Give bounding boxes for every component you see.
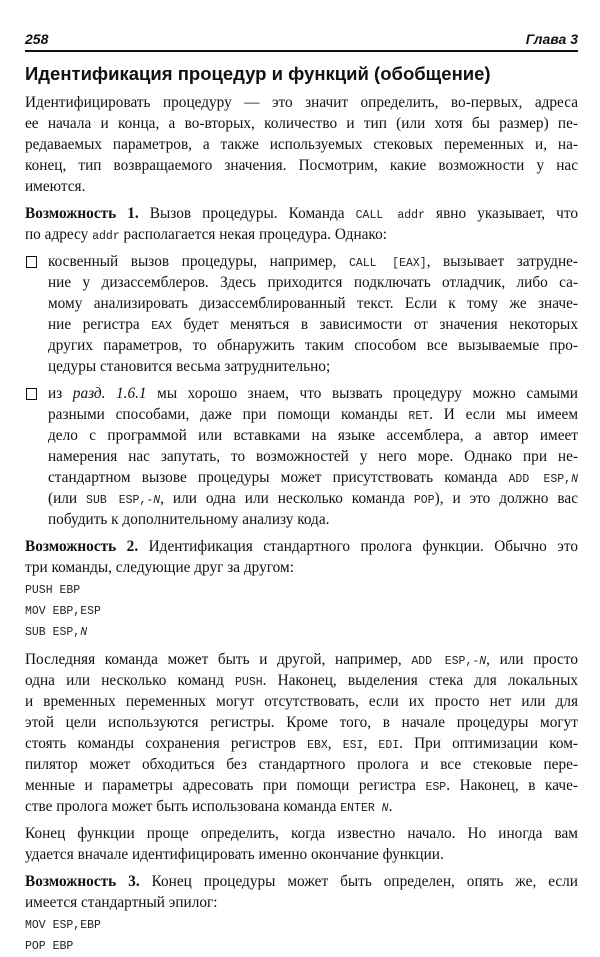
text-run: стве пролога может быть использована команда bbox=[25, 798, 341, 815]
text-line bbox=[25, 203, 578, 224]
text-line bbox=[48, 488, 578, 509]
text-run: одна или несколько команд bbox=[25, 672, 236, 689]
text-run: . Наконец, в каче- bbox=[446, 777, 578, 794]
text-run: ние у дизассемблеров. Здесь приходится подключать отладчик, либо са- bbox=[48, 274, 578, 291]
inline-code: EDI bbox=[378, 739, 400, 752]
text-run: ние регистра bbox=[48, 316, 152, 333]
text-line bbox=[25, 536, 578, 557]
section-title: Идентификация процедур и функций (обобщение) bbox=[25, 63, 491, 84]
text-line bbox=[25, 733, 578, 754]
text-run: . При оптимизации ком- bbox=[399, 735, 578, 752]
text-line bbox=[48, 293, 578, 314]
text-line bbox=[48, 383, 578, 404]
paragraph bbox=[25, 92, 578, 197]
text-run: этой цели используются регистры. Кроме того, в начале процедуры могут bbox=[25, 714, 578, 731]
text-run: . И если мы имеем bbox=[429, 406, 578, 423]
text-run: Идентификация стандартного пролога функции. Обычно это bbox=[138, 538, 578, 555]
text-run: , или просто bbox=[486, 651, 578, 668]
bold-run: Возможность 2. bbox=[25, 538, 139, 555]
inline-code: MOV ESP,EBP bbox=[25, 919, 101, 932]
text-line bbox=[48, 251, 578, 272]
text-line bbox=[25, 649, 578, 670]
text-run: Вызов процедуры. Команда bbox=[138, 205, 356, 222]
inline-code: EAX bbox=[151, 320, 172, 333]
paragraph bbox=[25, 871, 578, 913]
text-run: Конец процедуры может быть определен, опять же, если bbox=[139, 873, 578, 890]
text-line bbox=[48, 356, 578, 377]
text-run: имеется стандартный эпилог: bbox=[25, 894, 218, 911]
text-line bbox=[25, 224, 578, 245]
paragraph bbox=[25, 536, 578, 578]
text-line bbox=[25, 892, 578, 913]
text-line bbox=[25, 134, 578, 155]
code-line bbox=[25, 601, 578, 622]
text-line bbox=[25, 712, 578, 733]
code-line bbox=[25, 580, 578, 601]
text-run: , или одна или несколько команда bbox=[160, 490, 414, 507]
code-line bbox=[25, 915, 578, 936]
text-run: удается вначале идентифицировать именно окончание функции. bbox=[25, 846, 444, 863]
text-run: пилятор может обходиться без стандартного пролога и все стековые пере- bbox=[25, 756, 578, 773]
inline-code: ADD ESP,- bbox=[411, 655, 480, 668]
text-line bbox=[25, 691, 578, 712]
text-run: . Наконец, выделения стека для локальных bbox=[262, 672, 579, 689]
inline-code: SUB ESP,- bbox=[86, 494, 154, 507]
text-run: мы хорошо знаем, что вызвать процедуру можно самыми bbox=[146, 385, 578, 402]
text-line bbox=[25, 670, 578, 691]
page-content bbox=[25, 62, 578, 957]
inline-code: POP EBP bbox=[25, 940, 74, 953]
inline-code: EBX bbox=[307, 739, 328, 752]
paragraph bbox=[25, 649, 578, 817]
text-run: (или bbox=[48, 490, 87, 507]
text-line bbox=[48, 467, 578, 488]
text-line bbox=[25, 823, 578, 844]
text-run: по адресу bbox=[25, 226, 93, 243]
text-run: и временных переменных могут отсутствовать, если их просто нет или для bbox=[25, 693, 578, 710]
text-line bbox=[25, 92, 578, 113]
code-block bbox=[25, 915, 578, 957]
code-variable: N bbox=[571, 473, 578, 486]
chapter-label: Глава 3 bbox=[525, 31, 578, 47]
inline-code: CALL addr bbox=[355, 209, 425, 222]
page-number: 258 bbox=[25, 31, 49, 47]
code-line bbox=[25, 936, 578, 957]
text-run: редаваемых параметров, а также используемых стековых переменных и, на- bbox=[25, 136, 578, 153]
text-line bbox=[25, 775, 578, 796]
text-line bbox=[48, 509, 578, 530]
body-text bbox=[25, 92, 578, 957]
text-run: менные и параметры адресовать при помощи регистра bbox=[25, 777, 426, 794]
inline-code: CALL [EAX] bbox=[348, 257, 427, 270]
text-line bbox=[25, 754, 578, 775]
text-run: дело с программой или вставками на языке ассемблера, а автор имеет bbox=[48, 427, 578, 444]
text-run: располагается некая процедура. Однако: bbox=[119, 226, 387, 243]
text-line bbox=[48, 335, 578, 356]
checkbox-bullet-icon bbox=[26, 388, 37, 400]
text-run: , bbox=[363, 735, 379, 752]
text-run: Конец функции проще определить, когда известно начало. Но иногда вам bbox=[25, 825, 578, 842]
text-run: других параметров, то обнаружить таким способом все вызываемые про- bbox=[48, 337, 578, 354]
inline-code: RET bbox=[408, 410, 430, 423]
text-run: Идентифицировать процедуру — это значит определить, во-первых, адреса bbox=[25, 94, 578, 111]
inline-code: PUSH bbox=[235, 676, 263, 689]
text-run: , вызывает затрудне- bbox=[426, 253, 579, 270]
code-variable: N bbox=[80, 626, 88, 639]
text-run: , bbox=[327, 735, 343, 752]
text-run: Последняя команда может быть и другой, например, bbox=[25, 651, 412, 668]
inline-code: addr bbox=[92, 230, 120, 243]
text-run: ее начала и конца, а во-вторых, количество и тип (или хотя бы размер) пе- bbox=[25, 115, 578, 132]
inline-code: ENTER bbox=[340, 802, 382, 815]
inline-code: MOV EBP,ESP bbox=[25, 605, 101, 618]
inline-code: SUB ESP, bbox=[25, 626, 81, 639]
text-line bbox=[25, 844, 578, 865]
text-run: будет меняться в зависимости от значения некоторых bbox=[171, 316, 578, 333]
inline-code: ADD ESP, bbox=[508, 473, 572, 486]
text-run: ), и это должно вас bbox=[434, 490, 578, 507]
text-run: побудить к дополнительному анализу кода. bbox=[48, 511, 330, 528]
bullet-item bbox=[25, 383, 578, 530]
inline-code: POP bbox=[413, 494, 435, 507]
text-line bbox=[25, 557, 578, 578]
inline-code: ESP bbox=[425, 781, 447, 794]
text-line bbox=[25, 796, 578, 817]
paragraph bbox=[25, 203, 578, 245]
text-line bbox=[48, 272, 578, 293]
text-run: имеются. bbox=[25, 178, 86, 195]
text-run: . bbox=[388, 798, 393, 815]
code-line bbox=[25, 622, 578, 643]
text-line bbox=[48, 425, 578, 446]
code-variable: N bbox=[153, 494, 161, 507]
checkbox-bullet-icon bbox=[26, 256, 37, 268]
text-line bbox=[48, 446, 578, 467]
inline-code: ESI bbox=[342, 739, 364, 752]
text-run: явно указывает, что bbox=[424, 205, 578, 222]
text-line bbox=[25, 155, 578, 176]
text-run: мому анализировать дизассемблированный текст. Если к тому же значе- bbox=[48, 295, 578, 312]
text-line bbox=[48, 404, 578, 425]
text-run: три команды, следующие друг за другом: bbox=[25, 559, 294, 576]
text-line bbox=[25, 176, 578, 197]
inline-code: PUSH EBP bbox=[25, 584, 81, 597]
bold-run: Возможность 1. bbox=[25, 205, 139, 222]
paragraph bbox=[25, 823, 578, 865]
bullet-item bbox=[25, 251, 578, 377]
code-variable: N bbox=[381, 802, 389, 815]
running-header bbox=[25, 28, 578, 52]
code-block bbox=[25, 580, 578, 643]
italic-run: разд. 1.6.1 bbox=[72, 385, 147, 402]
text-run: разными способами, даже при помощи команды bbox=[48, 406, 409, 423]
text-run: намерения нас запутать, то возможностей у него море. Однако при не- bbox=[48, 448, 578, 465]
code-variable: N bbox=[479, 655, 487, 668]
text-line bbox=[48, 314, 578, 335]
text-run: стоять команды сохранения регистров bbox=[25, 735, 308, 752]
text-line bbox=[25, 113, 578, 134]
text-run: из bbox=[48, 385, 73, 402]
text-run: конец, тип возвращаемого значения. Посмотрим, какие возможности у нас bbox=[25, 157, 578, 174]
text-run: стандартном вызове процедуры может присутствовать команда bbox=[48, 469, 509, 486]
text-run: косвенный вызов процедуры, например, bbox=[48, 253, 349, 270]
bold-run: Возможность 3. bbox=[25, 873, 140, 890]
text-run: цедуры становится весьма затруднительно; bbox=[48, 358, 331, 375]
